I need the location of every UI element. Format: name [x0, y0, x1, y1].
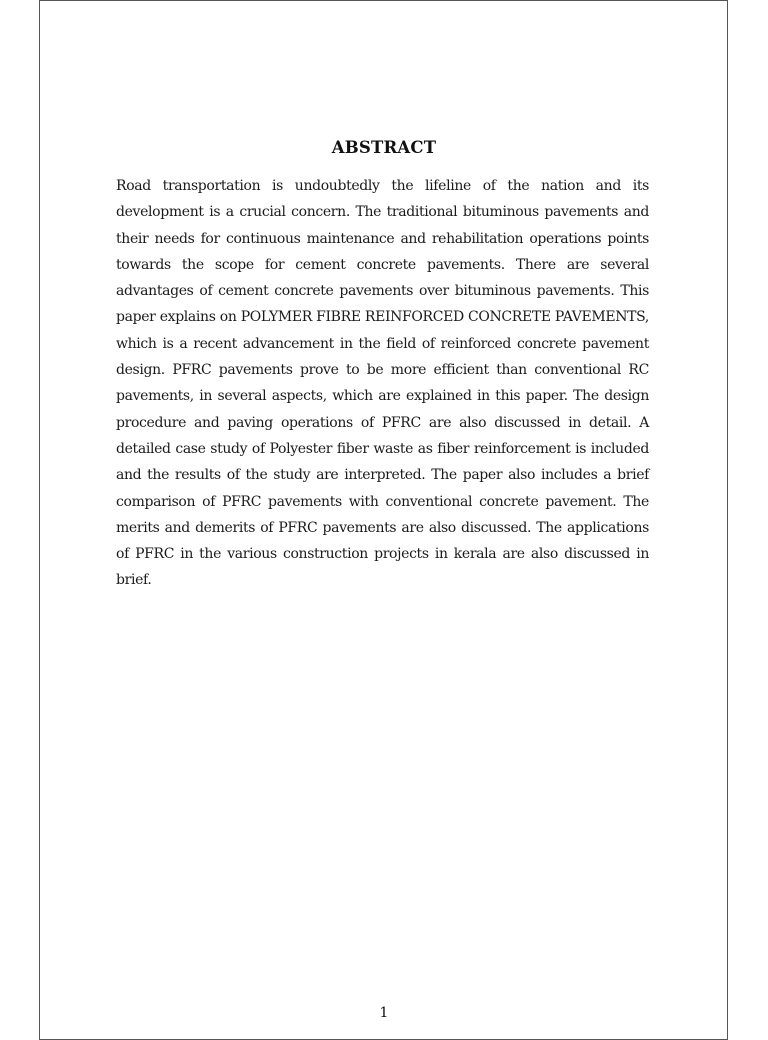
abstract-heading: ABSTRACT [331, 138, 437, 157]
abstract-paragraph: Road transportation is undoubtedly the lifeline of the nation and its development is a crucial concern. The traditional bituminous pavements and their needs for continuous maintenance and rehabilitation operations points towards the scope for cement concrete pavements. There are several advantages of cement concrete pavements over bituminous pavements. This paper explains on POLYMER FIBRE REINFORCED CONCRETE PAVEMENTS, which is a recent advancement in the field of reinforced concrete pavement design. PFRC pavements prove to be more efficient than conventional RC pavements, in several aspects, which are explained in this paper. The design procedure and paving operations of PFRC are also discussed in detail. A detailed case study of Polyester fiber waste as fiber reinforcement is included and the results of the study are interpreted. The paper also includes a brief comparison of PFRC pavements with conventional concrete pavement. The merits and demerits of PFRC pavements are also discussed. The applications of PFRC in the various construction projects in kerala are also discussed in brief. [116, 178, 649, 589]
page-number: 1 [379, 1005, 389, 1021]
